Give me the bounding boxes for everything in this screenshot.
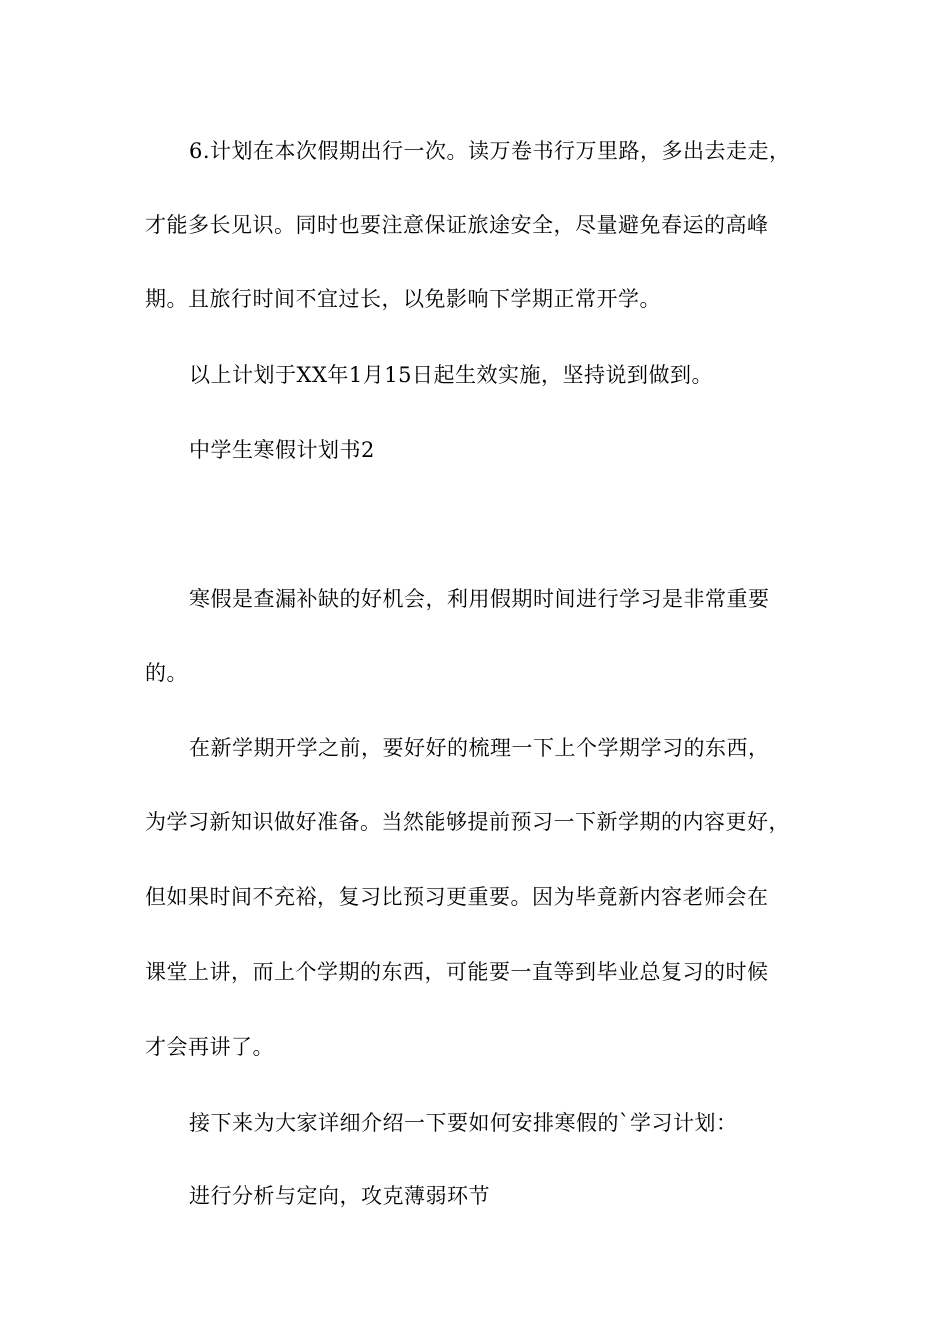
paragraph-review-line-5: 才会再讲了。 [145, 1035, 274, 1059]
paragraph-review-line-1: 在新学期开学之前，要好好的梳理一下上个学期学习的东西， [189, 736, 770, 760]
section-heading: 中学生寒假计划书2 [189, 438, 375, 462]
paragraph-travel-plan-line-3: 期。且旅行时间不宜过长，以免影响下学期正常开学。 [145, 287, 661, 311]
paragraph-review-line-2: 为学习新知识做好准备。当然能够提前预习一下新学期的内容更好， [145, 810, 790, 834]
paragraph-review-line-4: 课堂上讲，而上个学期的东西，可能要一直等到毕业总复习的时候 [145, 960, 769, 984]
paragraph-travel-plan-line-2: 才能多长见识。同时也要注意保证旅途安全，尽量避免春运的高峰 [145, 213, 769, 237]
paragraph-intro-line-1: 寒假是查漏补缺的好机会，利用假期时间进行学习是非常重要 [189, 587, 770, 611]
paragraph-plan-intro: 接下来为大家详细介绍一下要如何安排寒假的`学习计划： [189, 1111, 738, 1135]
paragraph-intro-line-2: 的。 [145, 661, 188, 685]
paragraph-review-line-3: 但如果时间不充裕，复习比预习更重要。因为毕竟新内容老师会在 [145, 885, 769, 909]
paragraph-travel-plan-line-1: 6.计划在本次假期出行一次。读万卷书行万里路，多出去走走， [189, 139, 791, 163]
subheading-analysis: 进行分析与定向，攻克薄弱环节 [189, 1184, 490, 1208]
paragraph-effective-date: 以上计划于XX年1月15日起生效实施，坚持说到做到。 [189, 363, 713, 387]
